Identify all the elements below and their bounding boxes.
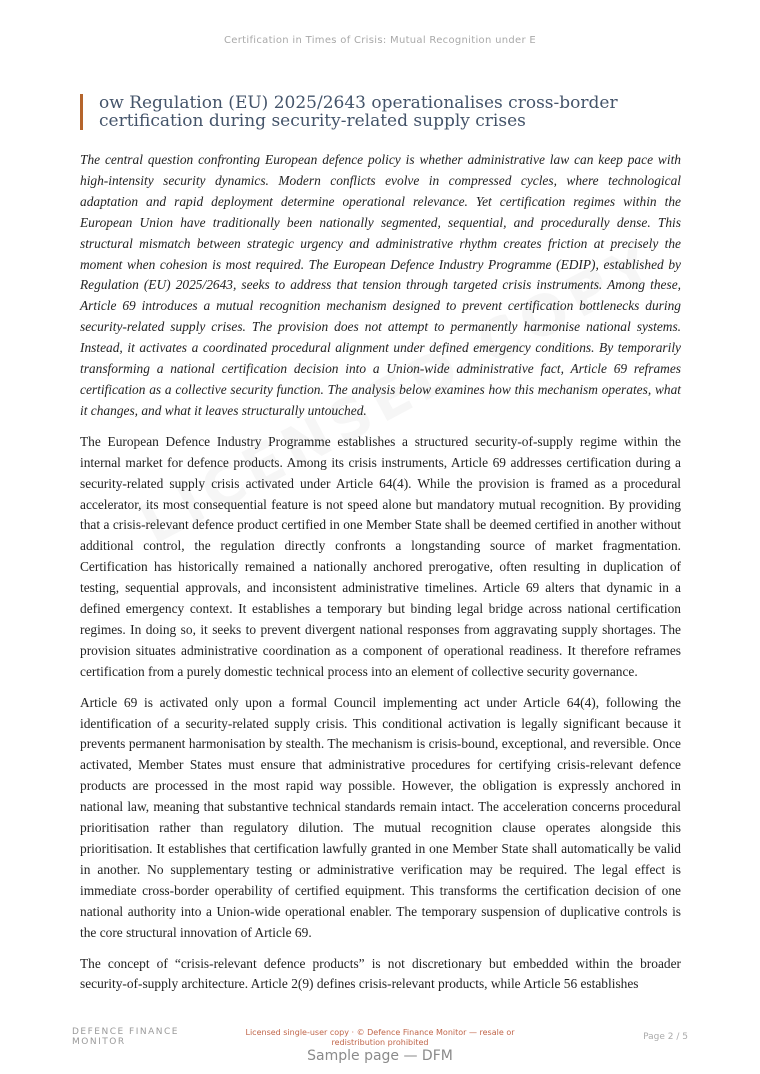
article-body xyxy=(80,150,681,1005)
section-heading-block xyxy=(80,94,709,130)
lead-paragraph: The central question confronting European defence policy is whether administrative law can keep pace with high-intensity security dynamics. Modern conflicts evolve in compressed cycles, where technological adaptation and rapid deployment determine operational relevance. Yet certification regimes within the European Union have traditionally been nationally segmented, sequential, and procedurally dense. This structural mismatch between strategic urgency and administrative rhythm creates friction at precisely the moment when cohesion is most required. The European Defence Industry Programme (EDIP), established by Regulation (EU) 2025/2643, seeks to address that tension through targeted crisis instruments. Among these, Article 69 introduces a mutual recognition mechanism designed to prevent certification bottlenecks during security-related supply crises. The provision does not attempt to permanently harmonise national systems. Instead, it activates a coordinated procedural alignment under defined emergency conditions. By temporarily transforming a national certification decision into a Union-wide administrative fact, Article 69 reframes certification as a collective security function. The analysis below examines how this mechanism operates, what it changes, and what it leaves structurally untouched. xyxy=(80,152,681,418)
license-notice: Licensed single-user copy · © Defence Finance Monitor — resale or redistribution prohibited xyxy=(245,1028,515,1047)
body-paragraph: The European Defence Industry Programme establishes a structured security-of-supply regime within the internal market for defence products. Among its crisis instruments, Article 69 addresses certification during a security-related supply crisis activated under Article 64(4). While the provision is framed as a procedural accelerator, its most consequential feature is not speed alone but mandatory mutual recognition. By providing that a crisis-relevant defence product certified in one Member State shall be deemed certified in another without additional control, the regulation directly confronts a longstanding source of market fragmentation. Certification has historically remained a nationally anchored prerogative, often resulting in duplication of testing, sequential approvals, and inconsistent administrative timelines. Article 69 alters that dynamic in a defined emergency context. It establishes a temporary but binding legal bridge across national certification regimes. In doing so, it seeks to prevent divergent national responses from aggravating supply shortages. The provision situates administrative coordination as a component of operational readiness. It therefore reframes certification from a purely domestic technical process into an element of collective security governance. xyxy=(80,433,681,679)
page-number: Page 2 / 5 xyxy=(643,1032,688,1042)
footer-brand-line: DEFENCE FINANCE xyxy=(72,1027,179,1037)
body-paragraph: Article 69 is activated only upon a formal Council implementing act under Article 64(4), following the identification of a security-related supply crisis. This conditional activation is legally significant because it prevents permanent harmonisation by stealth. The mechanism is crisis-bound, exceptional, and reversible. Once activated, Member States must ensure that administrative procedures for certifying crisis-relevant defence products are processed in the most rapid way possible. However, the obligation is expressly anchored in national law, meaning that substantive technical standards remain intact. The acceleration concerns procedural prioritisation rather than regulatory dilution. The mutual recognition clause operates alongside this prioritisation. It establishes that certification lawfully granted in one Member State shall automatically be valid in another. No supplementary testing or administrative verification may be required. The legal effect is immediate cross-border operability of certified equipment. This transforms the certification decision of one national authority into a Union-wide operational enabler. The temporary suspension of duplicative controls is the core structural innovation of Article 69. xyxy=(80,694,681,940)
section-heading: ow Regulation (EU) 2025/2643 operationalises cross-border certification during security-related supply crises xyxy=(99,93,618,131)
sample-page-label: Sample page — DFM xyxy=(307,1048,453,1064)
running-header: Certification in Times of Crisis: Mutual Recognition under E xyxy=(224,35,536,46)
footer-brand-line: MONITOR xyxy=(72,1037,126,1047)
body-paragraph: The concept of “crisis-relevant defence products” is not discretionary but embedded within the broader security-of-supply architecture. Article 2(9) defines crisis-relevant products, while Article 56 establishes xyxy=(80,955,681,992)
footer-brand xyxy=(72,1027,179,1047)
